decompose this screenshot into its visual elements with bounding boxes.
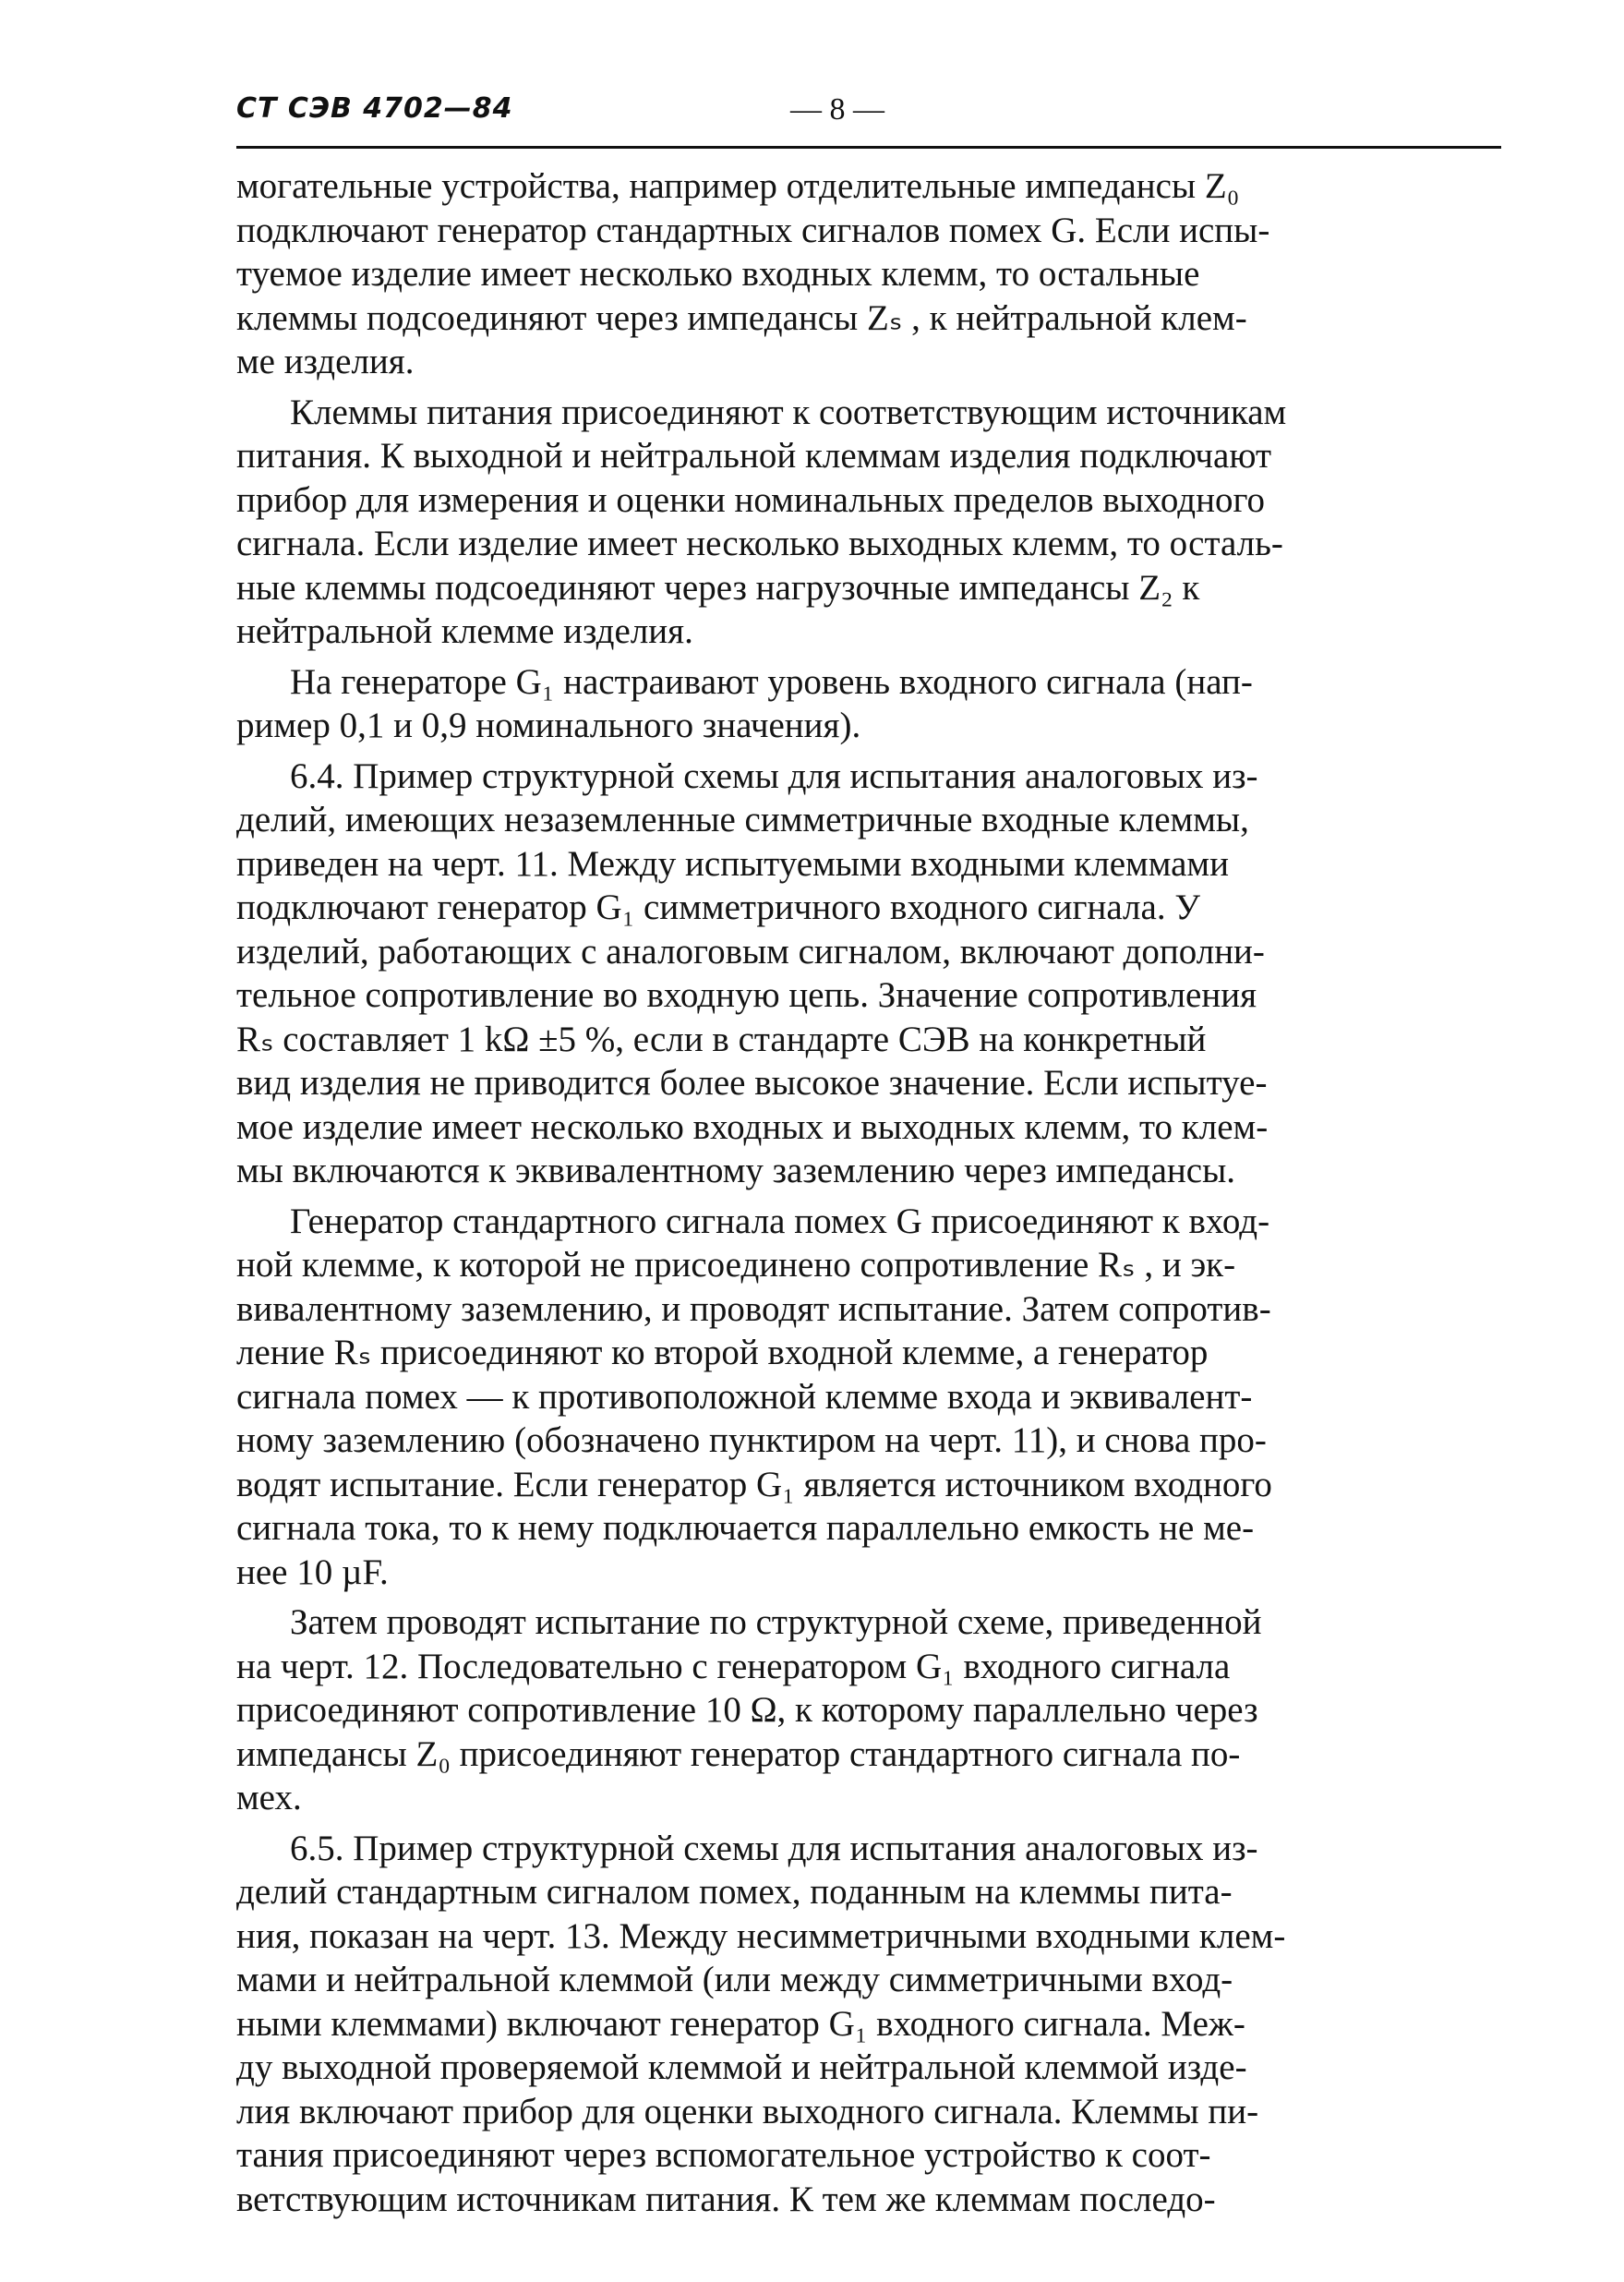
- text-line: лия включают прибор для оценки выходного сигнала. Клеммы пи-: [236, 2091, 1259, 2131]
- text-line: ные клеммы подсоединяют через нагрузочные импедансы Z₂ к: [236, 567, 1200, 608]
- text-line: ример 0,1 и 0,9 номинального значения).: [236, 706, 861, 745]
- text-line: Rₛ составляет 1 kΩ ±5 %, если в стандарте СЭВ на конкретный: [236, 1019, 1207, 1059]
- text-line: ветствующим источникам питания. К тем же клеммам последо-: [236, 2179, 1216, 2219]
- text-line: мами и нейтральной клеммой (или между симметричными вход-: [236, 1960, 1233, 1999]
- text-line: делий стандартным сигналом помех, поданным на клеммы пита-: [236, 1872, 1233, 1912]
- text-line: водят испытание. Если генератор G₁ является источником входного: [236, 1464, 1272, 1504]
- page-number: — 8 —: [790, 92, 884, 127]
- text-line: могательные устройства, например отделительные импедансы Z₀: [236, 166, 1240, 206]
- text-line: импедансы Z₀ присоединяют генератор стандартного сигнала по-: [236, 1733, 1241, 1774]
- text-line: вид изделия не приводится более высокое значение. Если испытуе-: [236, 1063, 1268, 1103]
- text-line: туемое изделие имеет несколько входных клемм, то остальные: [236, 254, 1200, 294]
- text-line: вивалентному заземлению, и проводят испытание. Затем сопротив-: [236, 1288, 1271, 1329]
- text-line: клеммы подсоединяют через импедансы Zₛ , к нейтральной клем-: [236, 297, 1247, 338]
- text-line: нее 10 µF.: [236, 1552, 389, 1592]
- text-line: 6.5. Пример структурной схемы для испытания аналоговых из-: [290, 1828, 1258, 1868]
- text-line: подключают генератор G₁ симметричного входного сигнала. У: [236, 887, 1200, 927]
- text-line: ния, показан на черт. 13. Между несимметричными входными клем-: [236, 1915, 1286, 1956]
- text-line: ному заземлению (обозначено пунктиром на черт. 11), и снова про-: [236, 1420, 1267, 1460]
- text-line: приведен на черт. 11. Между испытуемыми входными клеммами: [236, 843, 1229, 884]
- text-line: ме изделия.: [236, 342, 415, 381]
- text-line: делий, имеющих незаземленные симметричные входные клеммы,: [236, 800, 1249, 839]
- text-line: на черт. 12. Последовательно с генератором G₁ входного сигнала: [236, 1646, 1231, 1686]
- text-line: сигнала помех — к противоположной клемме входа и эквивалент-: [236, 1376, 1253, 1417]
- text-line: тельное сопротивление во входную цепь. Значение сопротивления: [236, 975, 1257, 1015]
- paragraph: [236, 1200, 1501, 1595]
- text-line: тания присоединяют через вспомогательное устройство к соот-: [236, 2135, 1211, 2175]
- paragraph: [236, 391, 1501, 654]
- text-line: мех.: [236, 1778, 302, 1817]
- text-line: сигнала тока, то к нему подключается параллельно емкость не ме-: [236, 1508, 1255, 1548]
- text-line: ной клемме, к которой не присоединено сопротивление Rₛ , и эк-: [236, 1245, 1236, 1285]
- text-line: мое изделие имеет несколько входных и выходных клемм, то клем-: [236, 1106, 1269, 1147]
- paragraph: [236, 164, 1501, 384]
- text-line: ду выходной проверяемой клеммой и нейтральной клеммой изде-: [236, 2047, 1247, 2087]
- paragraph: [236, 1827, 1501, 2222]
- paragraph: [236, 755, 1501, 1193]
- text-line: Генератор стандартного сигнала помех G присоединяют к вход-: [290, 1201, 1270, 1241]
- header-rule: [236, 146, 1501, 149]
- text-line: ление Rₛ присоединяют ко второй входной клемме, а генератор: [236, 1333, 1209, 1372]
- document-code: СТ СЭВ 4702—84: [236, 92, 513, 125]
- body-text: [236, 164, 1501, 2228]
- text-line: Клеммы питания присоединяют к соответствующим источникам: [290, 392, 1287, 432]
- text-line: подключают генератор стандартных сигналов помех G. Если испы-: [236, 210, 1270, 250]
- page-header: [236, 92, 1501, 137]
- text-line: мы включаются к эквивалентному заземлению через импедансы.: [236, 1151, 1236, 1190]
- text-line: изделий, работающих с аналоговым сигналом, включают дополни-: [236, 931, 1265, 972]
- text-line: Затем проводят испытание по структурной схеме, приведенной: [290, 1602, 1262, 1642]
- text-line: питания. К выходной и нейтральной клеммам изделия подключают: [236, 436, 1271, 476]
- text-line: ными клеммами) включают генератор G₁ входного сигнала. Меж-: [236, 2003, 1245, 2044]
- text-line: присоединяют сопротивление 10 Ω, к которому параллельно через: [236, 1690, 1258, 1730]
- paragraph: [236, 660, 1501, 748]
- paragraph: [236, 1600, 1501, 1820]
- text-line: сигнала. Если изделие имеет несколько выходных клемм, то осталь-: [236, 524, 1283, 563]
- text-line: прибор для измерения и оценки номинальных пределов выходного: [236, 479, 1265, 520]
- text-line: нейтральной клемме изделия.: [236, 611, 693, 651]
- text-line: На генераторе G₁ настраивают уровень входного сигнала (нап-: [290, 661, 1253, 702]
- text-line: 6.4. Пример структурной схемы для испытания аналоговых из-: [290, 755, 1258, 796]
